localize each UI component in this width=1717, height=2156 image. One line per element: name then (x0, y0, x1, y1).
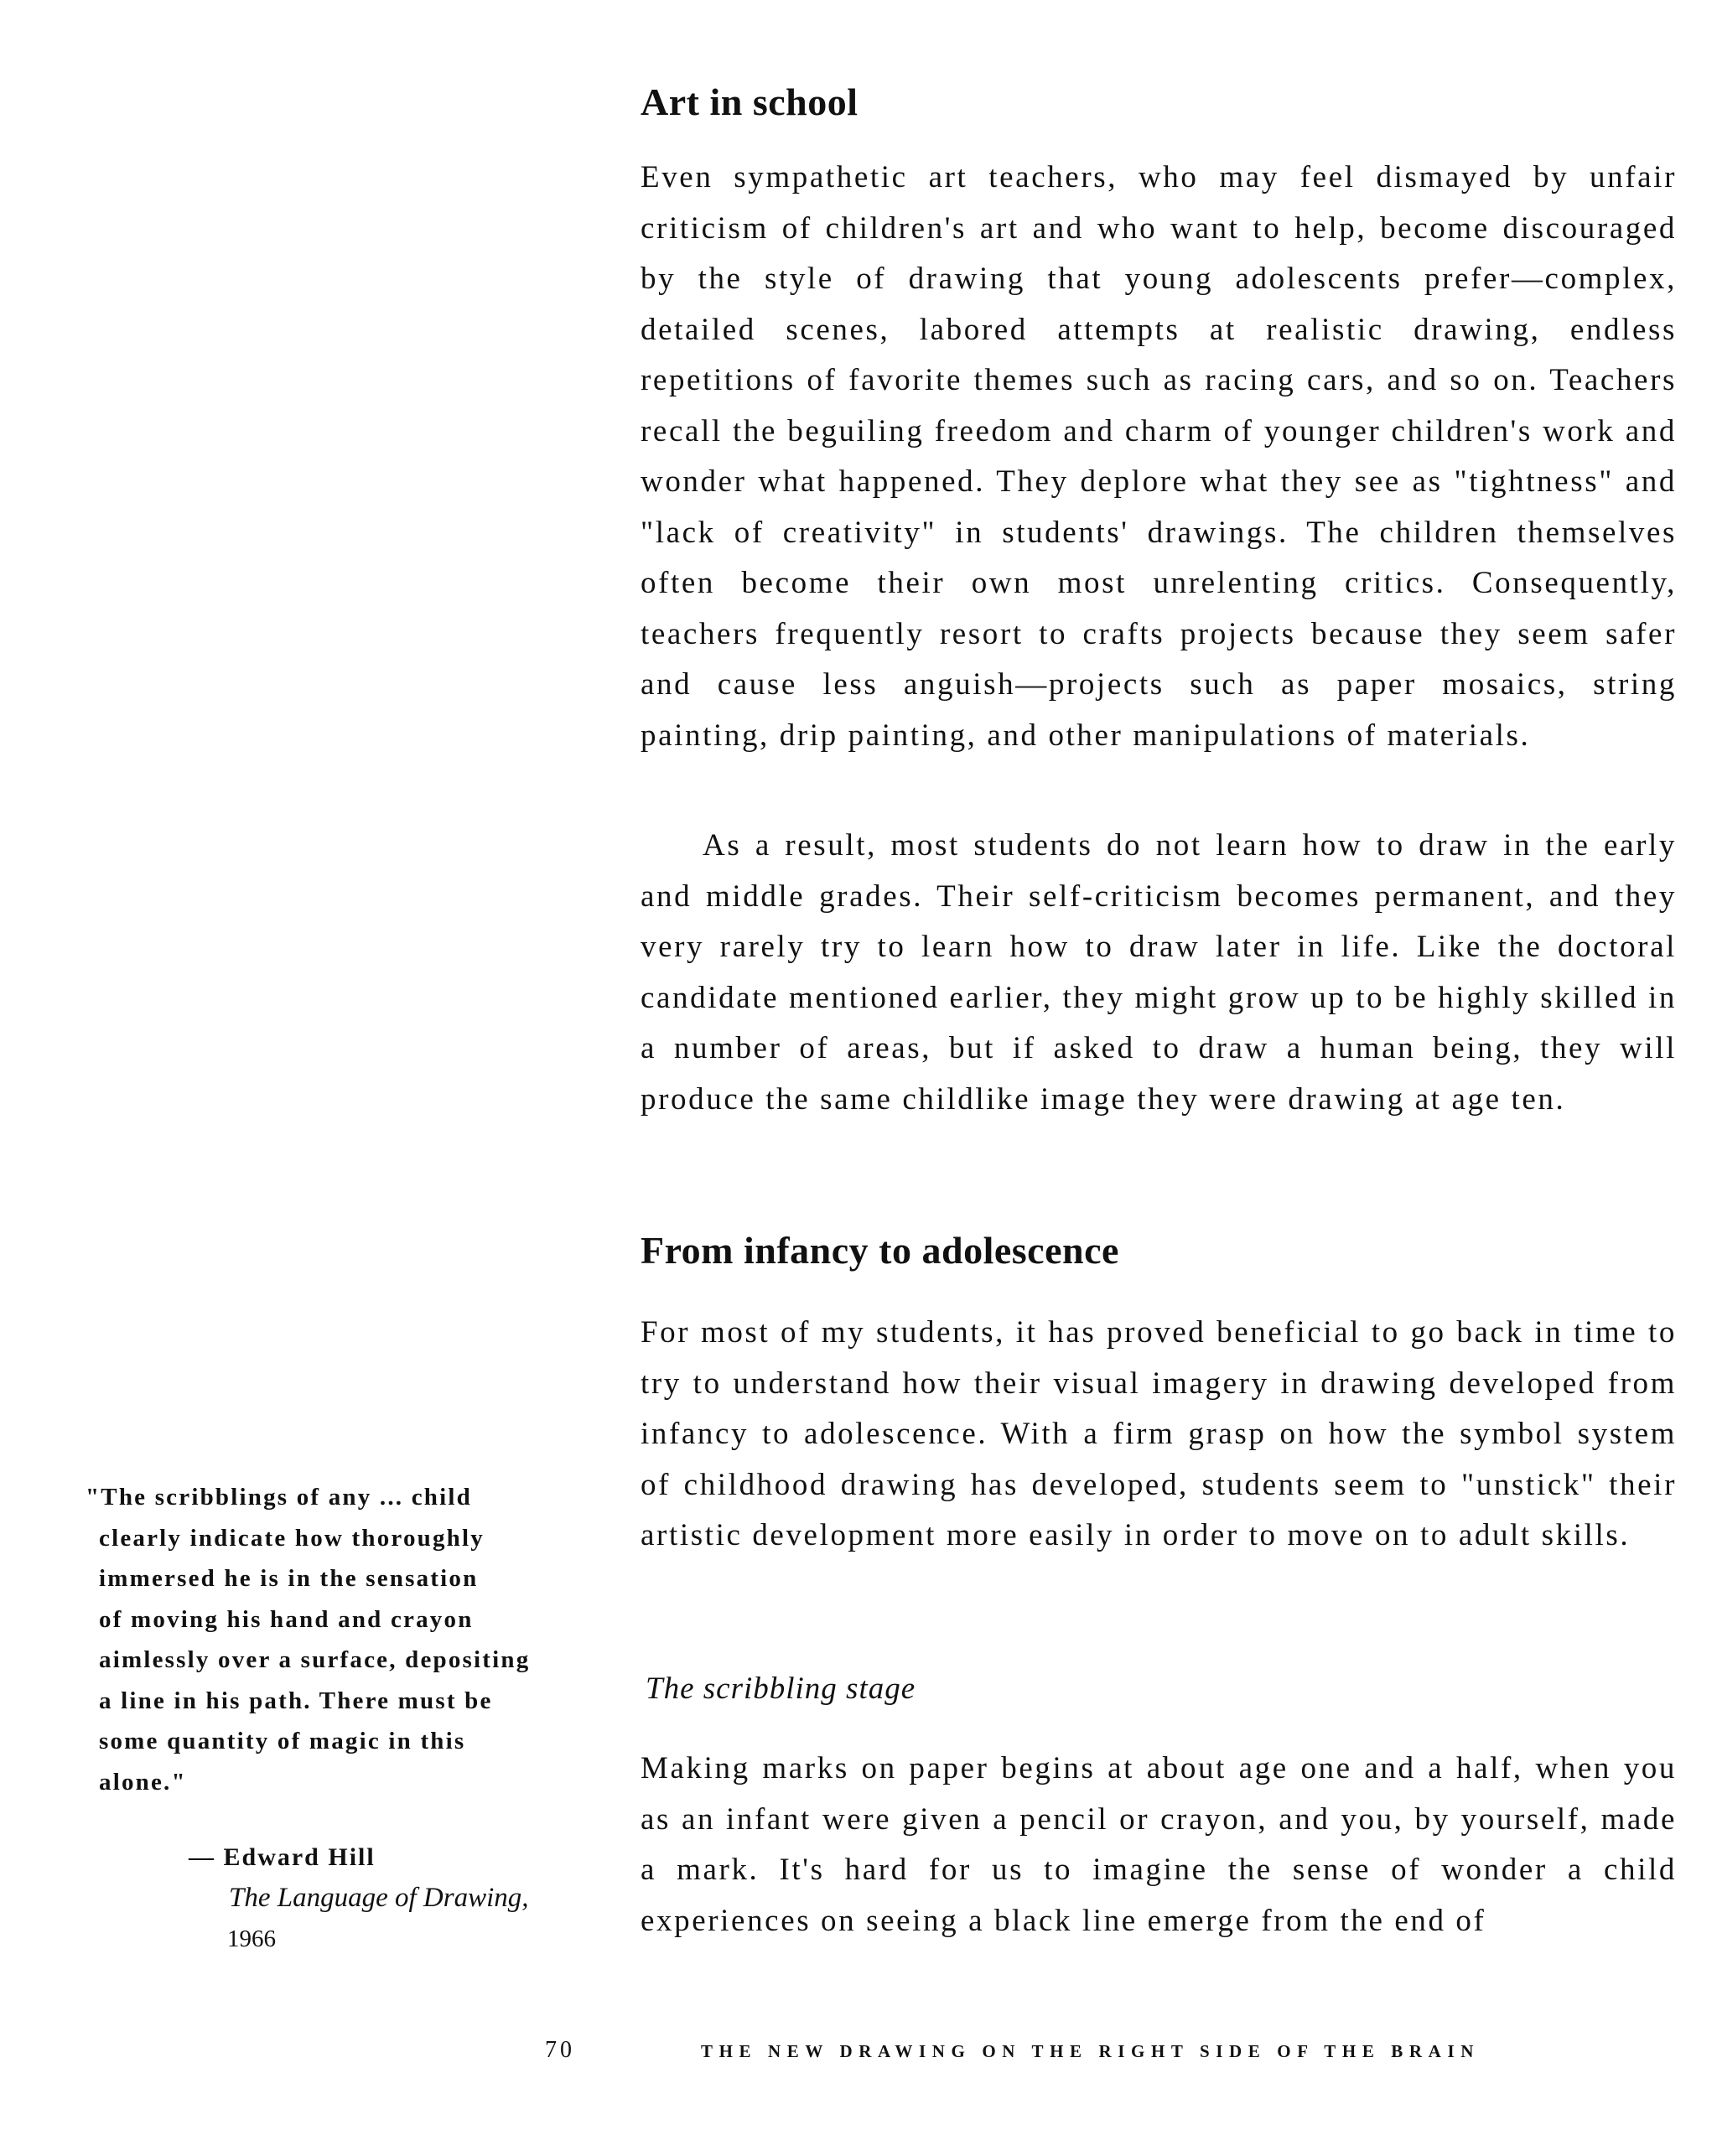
body-paragraph: Making marks on paper begins at about age one and a half, when you as an infant were given a pencil or crayon, and you, by yourself, made a mark. It's hard for us to imagine the sense of wonder a child experiences on seeing a black line emerge from the end of (641, 1751, 1677, 1938)
quote-year: 1966 (227, 1925, 276, 1952)
body-paragraph: As a result, most students do not learn how to draw in the early and middle grades. Their self-criticism becomes permanent, and they very rarely try to learn how to draw later in life. Like the doctoral candidate mentioned earlier, they might grow up to be highly skilled in a number of areas, but if asked to draw a human being, they will produce the same childlike image they were drawing at age ten. (641, 828, 1677, 1117)
pull-quote: "The scribblings of any ... child clearly indicate how thoroughly immersed he is in the sensation of moving his hand and crayon aimlessly over a surface, depositing a line in his path. There must be some quantity of magic in this alone." (86, 1484, 531, 1796)
quote-book-title: The Language of Drawing, (229, 1883, 529, 1913)
section-heading-infancy-to-adolescence: From infancy to adolescence (641, 1229, 1119, 1272)
body-paragraph: For most of my students, it has proved beneficial to go back in time to try to understand how their visual imagery in drawing developed from infancy to adolescence. With a firm grasp on how the symbol system of childhood drawing has developed, students seem to "unstick" their artistic development more easily in order to move on to adult skills. (641, 1315, 1677, 1552)
sidebar-quote-block (84, 1477, 587, 1952)
body-paragraph: Even sympathetic art teachers, who may feel dismayed by unfair criticism of children's art and who want to help, become discouraged by the style of drawing that young adolescents prefer—complex, detailed scenes, labored attempts at realistic drawing, endless repetitions of favorite themes such as racing cars, and so on. Teachers recall the beguiling freedom and charm of younger children's work and wonder what happened. They deplore what they see as "tightness" and "lack of creativity" in students' drawings. The children themselves often become their own most unrelenting critics. Consequently, teachers frequently resort to crafts projects because they seem safer and cause less anguish—projects such as paper mosaics, string painting, drip painting, and other manipulations of materials. (641, 160, 1677, 753)
subheading-scribbling-stage: The scribbling stage (646, 1671, 916, 1706)
section-heading-art-in-school: Art in school (641, 80, 858, 123)
page-number: 70 (545, 2037, 575, 2063)
quote-attribution (189, 1837, 529, 1960)
running-footer-title: THE NEW DRAWING ON THE RIGHT SIDE OF THE BRAIN (701, 2041, 1480, 2061)
quote-author: — Edward Hill (189, 1843, 376, 1871)
